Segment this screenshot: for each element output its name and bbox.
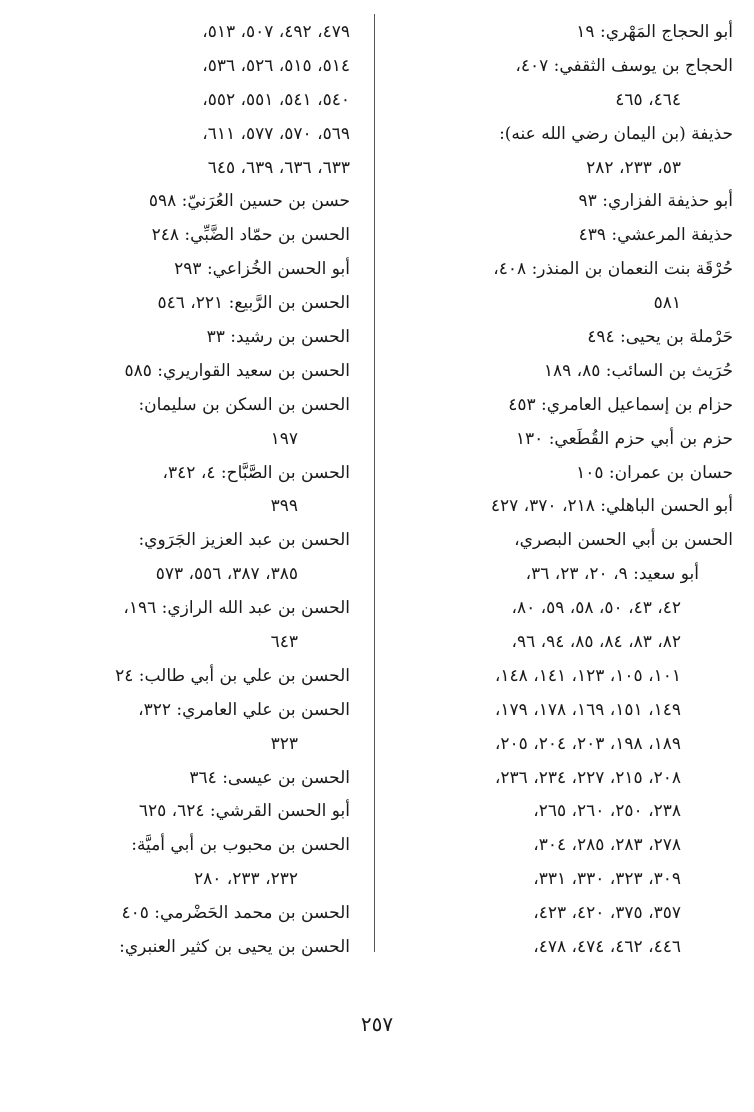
index-line: حُرْقَة بنت النعمان بن المنذر: ٤٠٨، [493,259,733,280]
index-line: الحسن بن عبد الله الرازي: ١٩٦، [123,598,350,619]
index-line: الحسن بن علي بن أبي طالب: ٢٤ [115,665,350,686]
index-line: حسان بن عمران: ١٠٥ [576,462,733,483]
index-line: حزم بن أبي حزم القُطَعي: ١٣٠ [515,428,733,449]
index-line: ١٨٩، ١٩٨، ٢٠٣، ٢٠٤، ٢٠٥، [494,733,681,754]
index-line: حسن بن حسين العُرَنيّ: ٥٩٨ [148,191,350,212]
index-line: الحسن بن محبوب بن أبي أميَّة: [131,835,350,856]
index-line: ٤٧٩، ٤٩٢، ٥٠٧، ٥١٣، [202,22,350,42]
index-line: ٣٥٧، ٣٧٥، ٤٢٠، ٤٢٣، [533,903,681,924]
index-line: ١٤٩، ١٥١، ١٦٩، ١٧٨، ١٧٩، [494,699,681,720]
index-line: أبو الحسن القرشي: ٦٢٤، ٦٢٥ [138,801,350,822]
index-line: ٣٩٩ [270,496,298,517]
index-line: ٤٤٦، ٤٦٢، ٤٧٤، ٤٧٨، [533,937,681,958]
index-line: ١٩٧ [270,428,298,449]
index-line: الحسن بن يحيى بن كثير العنبري: [119,937,350,958]
index-line: الحسن بن الصَّبَّاح: ٤، ٣٤٢، [162,462,350,483]
index-line: ٣٠٩، ٣٢٣، ٣٣٠، ٣٣١، [533,869,681,890]
index-line: ٥١٤، ٥١٥، ٥٢٦، ٥٣٦، [202,55,350,76]
index-line: أبو حذيفة الفزاري: ٩٣ [578,191,733,212]
index-line: ٢٣٨، ٢٥٠، ٢٦٠، ٢٦٥، [533,801,681,822]
index-column-right [393,16,733,965]
index-line: الحسن بن عبد العزيز الجَرَوي: [138,530,350,551]
index-line: ٥٣، ٢٣٣، ٢٨٢ [586,157,681,178]
index-line: ٢٣٢، ٢٣٣، ٢٨٠ [194,869,298,890]
index-line: ٣٢٣ [270,733,298,754]
index-line: ١٠١، ١٠٥، ١٢٣، ١٤١، ١٤٨، [494,665,681,686]
index-line: أبو سعيد: ٩، ٢٠، ٢٣، ٣٦، [525,564,699,585]
index-line: الحسن بن رشيد: ٣٣ [206,327,350,348]
index-line: ٢٠٨، ٢١٥، ٢٢٧، ٢٣٤، ٢٣٦، [494,767,681,788]
index-line: الحسن بن السكن بن سليمان: [138,394,350,415]
index-line: ٨٢، ٨٣، ٨٤، ٨٥، ٩٤، ٩٦، [511,632,681,653]
index-line: الحسن بن الرَّبيع: ٢٢١، ٥٤٦ [157,293,350,314]
column-divider [374,14,375,952]
index-line: ٥٦٩، ٥٧٠، ٥٧٧، ٦١١، [202,123,350,144]
index-line: الحجاج بن يوسف الثقفي: ٤٠٧، [515,55,733,76]
index-line: حزام بن إسماعيل العامري: ٤٥٣ [508,394,733,415]
index-line: حُرَيث بن السائب: ٨٥، ١٨٩ [543,360,733,381]
index-line: حَرْملة بن يحيى: ٤٩٤ [587,327,733,348]
index-column-left [10,16,350,965]
index-line: ٤٢، ٤٣، ٥٠، ٥٨، ٥٩، ٨٠، [511,598,681,619]
index-line: ٦٤٣ [270,632,298,653]
index-line: أبو الحسن الخُزاعي: ٢٩٣ [174,259,350,280]
index-line: الحسن بن حمّاد الضَّبِّي: ٢٤٨ [151,225,350,246]
index-line: أبو الحجاج المَهْري: ١٩ [576,22,733,42]
index-line: حذيفة (بن اليمان رضي الله عنه): [499,123,733,144]
index-line: الحسن بن عيسى: ٣٦٤ [189,767,350,788]
index-line: حذيفة المرعشي: ٤٣٩ [578,225,733,246]
index-line: ٤٦٤، ٤٦٥ [615,89,681,110]
index-line: الحسن بن سعيد القواريري: ٥٨٥ [124,360,350,381]
index-line: أبو الحسن الباهلي: ٢١٨، ٣٧٠، ٤٢٧ [490,496,733,517]
index-line: ٢٧٨، ٢٨٣، ٢٨٥، ٣٠٤، [533,835,681,856]
index-line: ٦٣٣، ٦٣٦، ٦٣٩، ٦٤٥ [207,157,350,178]
index-line: ٥٨١ [653,293,681,314]
index-line: ٣٨٥، ٣٨٧، ٥٥٦، ٥٧٣ [155,564,298,585]
index-line: الحسن بن محمد الحَضْرمي: ٤٠٥ [121,903,350,924]
index-line: الحسن بن أبي الحسن البصري، [514,530,733,551]
page-number: ٢٥٧ [360,1012,394,1036]
index-line: ٥٤٠، ٥٤١، ٥٥١، ٥٥٢، [202,89,350,110]
index-line: الحسن بن علي العامري: ٣٢٢، [138,699,350,720]
